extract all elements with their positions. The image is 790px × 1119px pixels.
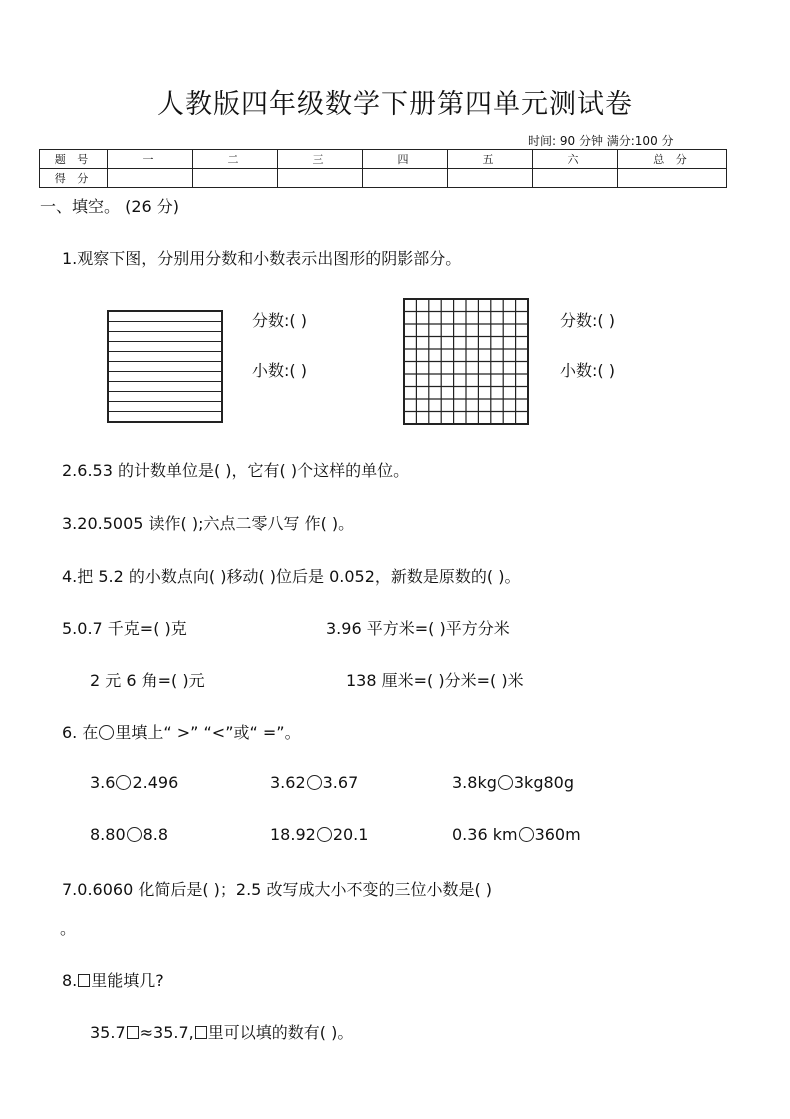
score-cell[interactable] <box>533 169 618 188</box>
compare-circle-blank[interactable] <box>519 827 534 842</box>
score-table-header-cell: 五 <box>448 150 533 169</box>
compare-item: 18.92 20.1 <box>270 825 369 844</box>
circle-icon <box>99 725 114 740</box>
score-table-header-row <box>40 150 727 169</box>
question-8-sub: 35.7 ≈35.7, 里可以填的数有( )。 <box>90 1023 354 1042</box>
question-1: 1.观察下图，分别用分数和小数表示出图形的阴影部分。 <box>62 249 462 268</box>
compare-item: 0.36 km 360m <box>452 825 581 844</box>
square-icon <box>78 974 90 987</box>
q1-left-fraction: 分数:( ) <box>252 311 307 330</box>
compare-item: 3.62 3.67 <box>270 773 359 792</box>
score-cell[interactable] <box>448 169 533 188</box>
question-4: 4.把 5.2 的小数点向( )移动( )位后是 0.052，新数是原数的( )。 <box>62 567 521 586</box>
exam-meta: 时间: 90 分钟 满分:100 分 <box>528 134 674 148</box>
q1-left-decimal: 小数:( ) <box>252 361 307 380</box>
score-table-header-cell: 题 号 <box>40 150 108 169</box>
q1-right-fraction: 分数:( ) <box>560 311 615 330</box>
question-3: 3.20.5005 读作( );六点二零八写 作( )。 <box>62 514 355 533</box>
compare-item: 3.8kg 3kg80g <box>452 773 574 792</box>
score-row-label: 得 分 <box>40 169 108 188</box>
q1-right-decimal: 小数:( ) <box>560 361 615 380</box>
score-cell[interactable] <box>363 169 448 188</box>
compare-circle-blank[interactable] <box>307 775 322 790</box>
compare-circle-blank[interactable] <box>317 827 332 842</box>
score-table-header-cell: 二 <box>193 150 278 169</box>
score-table-header-cell: 四 <box>363 150 448 169</box>
question-5a: 5.0.7 千克=( )克 <box>62 619 187 638</box>
question-5d: 138 厘米=( )分米=( )米 <box>346 671 524 690</box>
question-7: 7.0.6060 化简后是( )；2.5 改写成大小不变的三位小数是( ) <box>62 880 493 899</box>
score-table-header-cell: 六 <box>533 150 618 169</box>
score-table-score-row <box>40 169 727 188</box>
compare-item: 8.80 8.8 <box>90 825 169 844</box>
hundred-grid-figure <box>403 298 529 425</box>
score-cell[interactable] <box>618 169 727 188</box>
compare-circle-blank[interactable] <box>127 827 142 842</box>
square-blank[interactable] <box>127 1026 139 1039</box>
question-2: 2.6.53 的计数单位是( )，它有( )个这样的单位。 <box>62 461 410 480</box>
page-title: 人教版四年级数学下册第四单元测试卷 <box>157 89 633 120</box>
score-table-header-cell: 三 <box>278 150 363 169</box>
score-table-header-cell: 总 分 <box>618 150 727 169</box>
score-table-header-cell: 一 <box>108 150 193 169</box>
compare-circle-blank[interactable] <box>116 775 131 790</box>
score-cell[interactable] <box>193 169 278 188</box>
score-table <box>39 149 727 188</box>
square-icon <box>195 1026 207 1039</box>
question-5c: 2 元 6 角=( )元 <box>90 671 205 690</box>
question-5b: 3.96 平方米=( )平方分米 <box>326 619 510 638</box>
compare-item: 3.6 2.496 <box>90 773 179 792</box>
question-8: 8. 里能填几? <box>62 971 164 990</box>
question-7-tail: 。 <box>60 919 77 938</box>
score-cell[interactable] <box>108 169 193 188</box>
compare-circle-blank[interactable] <box>498 775 513 790</box>
striped-rectangle-figure <box>107 310 223 423</box>
score-cell[interactable] <box>278 169 363 188</box>
section-heading: 一、填空。 (26 分) <box>40 197 180 216</box>
question-6: 6. 在 里填上“ >” “<”或“ =”。 <box>62 723 301 742</box>
